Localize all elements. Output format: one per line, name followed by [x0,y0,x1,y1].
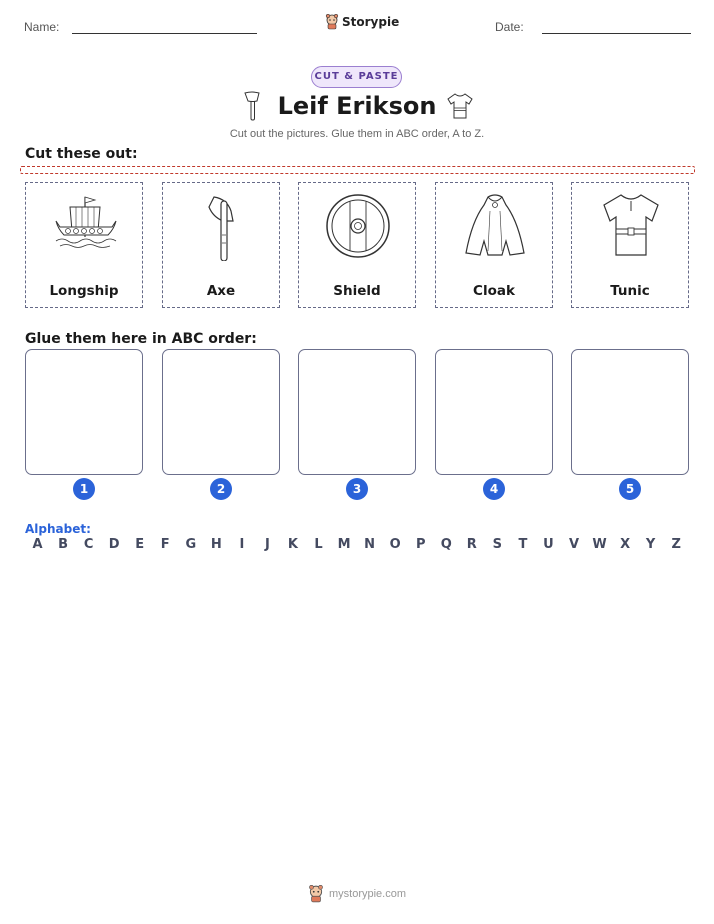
card-label: Tunic [610,283,650,299]
cloak-icon [460,191,530,261]
letter: A [32,537,43,552]
brand-logo [325,14,399,30]
letter: G [185,537,197,552]
brand-name: Storypie [342,15,400,29]
letter: W [592,537,607,552]
card-label: Axe [206,283,236,299]
glue-box-2[interactable] [162,349,280,475]
letter: P [415,537,426,552]
page-title: Leif Erikson [277,92,437,120]
name-line[interactable] [72,33,257,34]
cut-heading: Cut these out: [25,146,138,162]
tunic-icon [446,92,474,120]
card-shield[interactable] [298,182,416,308]
name-label: Name: [24,20,60,34]
letter: U [543,537,554,552]
letter: L [314,537,323,552]
alphabet-label: Alphabet: [25,522,91,536]
card-cloak[interactable] [435,182,553,308]
letter: Q [440,537,452,552]
card-label: Shield [333,283,381,299]
glue-box-5[interactable] [571,349,689,475]
card-axe[interactable] [162,182,280,308]
tunic-icon [596,191,666,261]
axe-icon [187,191,257,261]
shield-icon [323,191,393,261]
card-label: Cloak [473,283,515,299]
footer [0,885,714,903]
letter: S [492,537,503,552]
letter: R [466,537,477,552]
longship-icon [50,191,120,261]
cut-line [20,166,695,174]
letter: M [337,537,351,552]
letter: V [568,537,580,552]
letter: J [265,537,270,552]
letter: K [287,537,298,552]
glue-heading: Glue them here in ABC order: [25,331,257,347]
number-badge-5: 5 [619,478,641,500]
storypie-mascot-icon [325,14,339,30]
letter: Z [671,537,681,552]
letter: N [364,537,376,552]
letter: E [135,537,145,552]
card-tunic[interactable] [571,182,689,308]
glue-box-3[interactable] [298,349,416,475]
date-label: Date: [495,20,524,34]
letter: O [389,537,401,552]
number-badge-1: 1 [73,478,95,500]
glue-box-1[interactable] [25,349,143,475]
letter: F [160,537,170,552]
card-label: Longship [49,283,119,299]
letter: T [518,537,528,552]
footer-link[interactable]: mystorypie.com [328,888,407,900]
alphabet-letters [25,537,689,552]
letter: D [108,537,120,552]
cut-paste-badge: CUT & PASTE [311,66,402,88]
storypie-mascot-icon [308,885,324,903]
letter: Y [645,537,656,552]
number-badge-4: 4 [483,478,505,500]
number-badge-3: 3 [346,478,368,500]
instructions: Cut out the pictures. Glue them in ABC order, A to Z. [229,128,485,140]
letter: C [83,537,94,552]
glue-box-4[interactable] [435,349,553,475]
letter: X [620,537,631,552]
letter: H [210,537,222,552]
letter: I [239,537,245,552]
card-longship[interactable] [25,182,143,308]
date-line[interactable] [542,33,691,34]
letter: B [58,537,68,552]
number-badge-2: 2 [210,478,232,500]
